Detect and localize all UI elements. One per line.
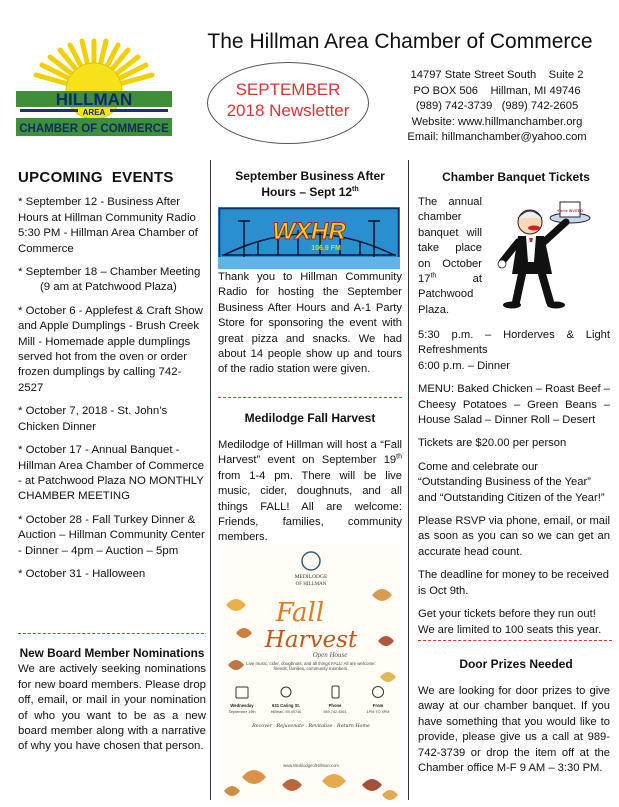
- event-item: [18, 567, 206, 582]
- banquet-intro-a: The annual chamber banquet will take place on October 17: [418, 196, 482, 286]
- logo-navy-bar-left: [20, 109, 78, 112]
- waiter-icon: [498, 202, 590, 309]
- nominations-section: [18, 646, 206, 755]
- flyer-when-label: Wednesday: [230, 703, 254, 708]
- event-text: * October 7, 2018 - St. John’s Chicken Dinner: [18, 405, 168, 433]
- banquet-intro-b: at Patchwood Plaza.: [418, 273, 482, 316]
- divider-bah: [218, 397, 402, 398]
- banquet-schedule: [418, 328, 610, 374]
- banquet-intro-sup: th: [430, 272, 437, 280]
- harvest-body: [218, 438, 402, 546]
- column-divider-left: [210, 160, 211, 800]
- banquet-rsvp: Please RSVP via phone, email, or mail as soon as you can so we can get an accurate head count.: [418, 515, 610, 558]
- events-heading: UPCOMING EVENTS: [18, 169, 174, 186]
- celebrate-line3: and “Outstanding Citizen of the Year!”: [418, 491, 605, 504]
- flyer-phone-label: Phone: [328, 703, 342, 708]
- harvest-body-sup: th: [396, 453, 402, 461]
- flyer-word-fall: Fall: [275, 598, 325, 628]
- banquet-celebrate: [418, 460, 610, 506]
- logo-bottom-word: CHAMBER OF COMMERCE: [19, 123, 169, 135]
- door-prizes-body: We are looking for door prizes to give away at our chamber banquet. If you have something that you would like to provide, please give us a call at 989-742-3739 or drop the item off at the Chamber office M-F 9 AM – 3:30 PM.: [418, 685, 610, 775]
- flyer-tagline: Recover . Rejuvenate . Revitalize . Return Home: [252, 724, 370, 729]
- banquet-deadline: The deadline for money to be received is Oct 9th.: [418, 569, 609, 597]
- event-item: [18, 443, 206, 505]
- event-item: [18, 265, 206, 296]
- harvest-body-b: from 1-4 pm. There will be live music, cider, doughnuts, and all things FALL! All are welcome: Friends, families, community members.: [218, 469, 402, 544]
- wxhr-radio-logo: [218, 207, 400, 269]
- events-section: [18, 170, 206, 590]
- fall-harvest-flyer: [222, 545, 400, 802]
- logo-middle-word: AREA: [82, 108, 106, 117]
- flyer-word-harvest: Harvest: [264, 627, 358, 653]
- banquet-details: [418, 328, 610, 646]
- column-divider-right: [408, 160, 409, 800]
- flyer-description: Live music, cider, doughnuts, and all things FALL! All are welcome: friends, families, community members.: [246, 661, 376, 672]
- logo-navy-bar-right: [110, 109, 168, 112]
- nominations-heading: New Board Member Nominations: [19, 646, 205, 660]
- banquet-price: Tickets are $20.00 per person: [418, 437, 567, 450]
- banquet-intro: [418, 195, 482, 318]
- harvest-body-a: Medilodge of Hillman will host a “Fall Harvest” event on September 19: [218, 439, 402, 467]
- chamber-logo: [8, 35, 180, 147]
- website-link[interactable]: Website: www.hillmanchamber.org: [411, 115, 583, 128]
- banquet-refreshments: 5:30 p.m. – Horderves & Light Refreshments: [418, 329, 610, 357]
- celebrate-line1: Come and celebrate our: [418, 460, 539, 473]
- celebrate-line2: “Outstanding Business of the Year”: [418, 476, 591, 489]
- flyer-phone-value: 989.742.4561: [323, 710, 347, 714]
- bah-heading-sup: th: [352, 186, 359, 193]
- event-item: [18, 195, 206, 257]
- event-subtext: (9 am at Patchwood Plaza): [40, 281, 177, 294]
- harvest-heading: Medilodge Fall Harvest: [244, 411, 376, 425]
- logo-top-word: HILLMAN: [55, 90, 133, 109]
- flyer-org-line2: OF HILLMAN: [295, 582, 327, 587]
- contact-block: [382, 68, 612, 146]
- email-link[interactable]: Email: hillmanchamber@yahoo.com: [407, 131, 587, 144]
- newsletter-month: SEPTEMBER: [235, 80, 341, 99]
- nominations-body: We are actively seeking nominations for new board members. Please drop off, email, or mail in your nomination of who you want to be as a new board member along with a narrative of why you have chosen that person.: [18, 663, 206, 753]
- event-item: [18, 513, 206, 559]
- banquet-heading: Chamber Banquet Tickets: [442, 170, 590, 184]
- waiter-clipart: [488, 192, 596, 312]
- bah-heading: [218, 168, 402, 200]
- wxhr-frequency: 106.9 FM: [311, 245, 341, 252]
- flyer-org-line1: MEDILODGE: [294, 574, 328, 580]
- bah-heading-line2: Hours – Sept 12: [261, 185, 353, 199]
- event-text: * October 6 - Applefest & Craft Show and Apple Dumplings - Brush Creek Mill - Homemade apple dumplings served hot from the oven or order frozen dumplings by calling 742-2527: [18, 304, 203, 394]
- flyer-time-value: 1PM TO 4PM: [366, 710, 390, 714]
- invite-card-label: You're INVITED: [557, 209, 583, 213]
- flyer-time-label: From: [372, 703, 384, 708]
- page-title: The Hillman Area Chamber of Commerce: [207, 30, 593, 53]
- newsletter-year: 2018 Newsletter: [226, 101, 350, 120]
- event-text: * October 31 - Halloween: [18, 567, 146, 580]
- address-line: 14797 State Street South Suite 2: [410, 69, 584, 81]
- event-text: * September 18 – Chamber Meeting: [18, 266, 201, 279]
- wxhr-call-letters: WXHR: [272, 218, 346, 245]
- event-text: * October 28 - Fall Turkey Dinner & Auction – Hillman Community Center - Dinner – 4pm – Auction – 5pm: [18, 513, 205, 557]
- banquet-limited: Get your tickets before they run out! We are limited to 100 seats this year.: [418, 608, 602, 636]
- banquet-menu: MENU: Baked Chicken – Roast Beef – Cheesy Potatoes – Green Beans – House Salad – Dinner Roll – Desert: [418, 383, 610, 427]
- event-item: [18, 404, 206, 435]
- po-line: PO BOX 506 Hillman, MI 49746: [413, 84, 581, 97]
- door-prizes-heading: Door Prizes Needed: [459, 657, 573, 671]
- flyer-when-value: September 19th: [228, 710, 256, 714]
- newsletter-oval: [207, 62, 369, 144]
- bah-heading-line1: September Business After: [235, 169, 385, 183]
- flyer-url: www.MedilodgeofHillman.com: [283, 763, 339, 768]
- flyer-open-house: Open House: [312, 651, 348, 659]
- divider-events: [18, 633, 204, 634]
- flyer-where-label: 631 Caring St.: [272, 703, 300, 708]
- event-text: * October 17 - Annual Banquet - Hillman Area Chamber of Commerce - at Patchwood Plaza NO MONTHLY CHAMBER MEETING: [18, 444, 205, 503]
- bah-body: Thank you to Hillman Community Radio for hosting the September Business After Hours and A-1 Party Store for sponsoring the event with great pizza and snacks. We had about 14 people show up and tours of the radio station were given.: [218, 271, 402, 376]
- event-text: * September 12 - Business After Hours at Hillman Community Radio 5:30 PM - Hillman Area Chamber of Commerce: [18, 196, 198, 255]
- banquet-dinner-time: 6:00 p.m. – Dinner: [418, 359, 511, 372]
- phone-line: (989) 742-3739 (989) 742-2605: [415, 100, 579, 113]
- event-item: [18, 304, 206, 396]
- flyer-where-value: Hillman, MI 49746: [270, 710, 302, 714]
